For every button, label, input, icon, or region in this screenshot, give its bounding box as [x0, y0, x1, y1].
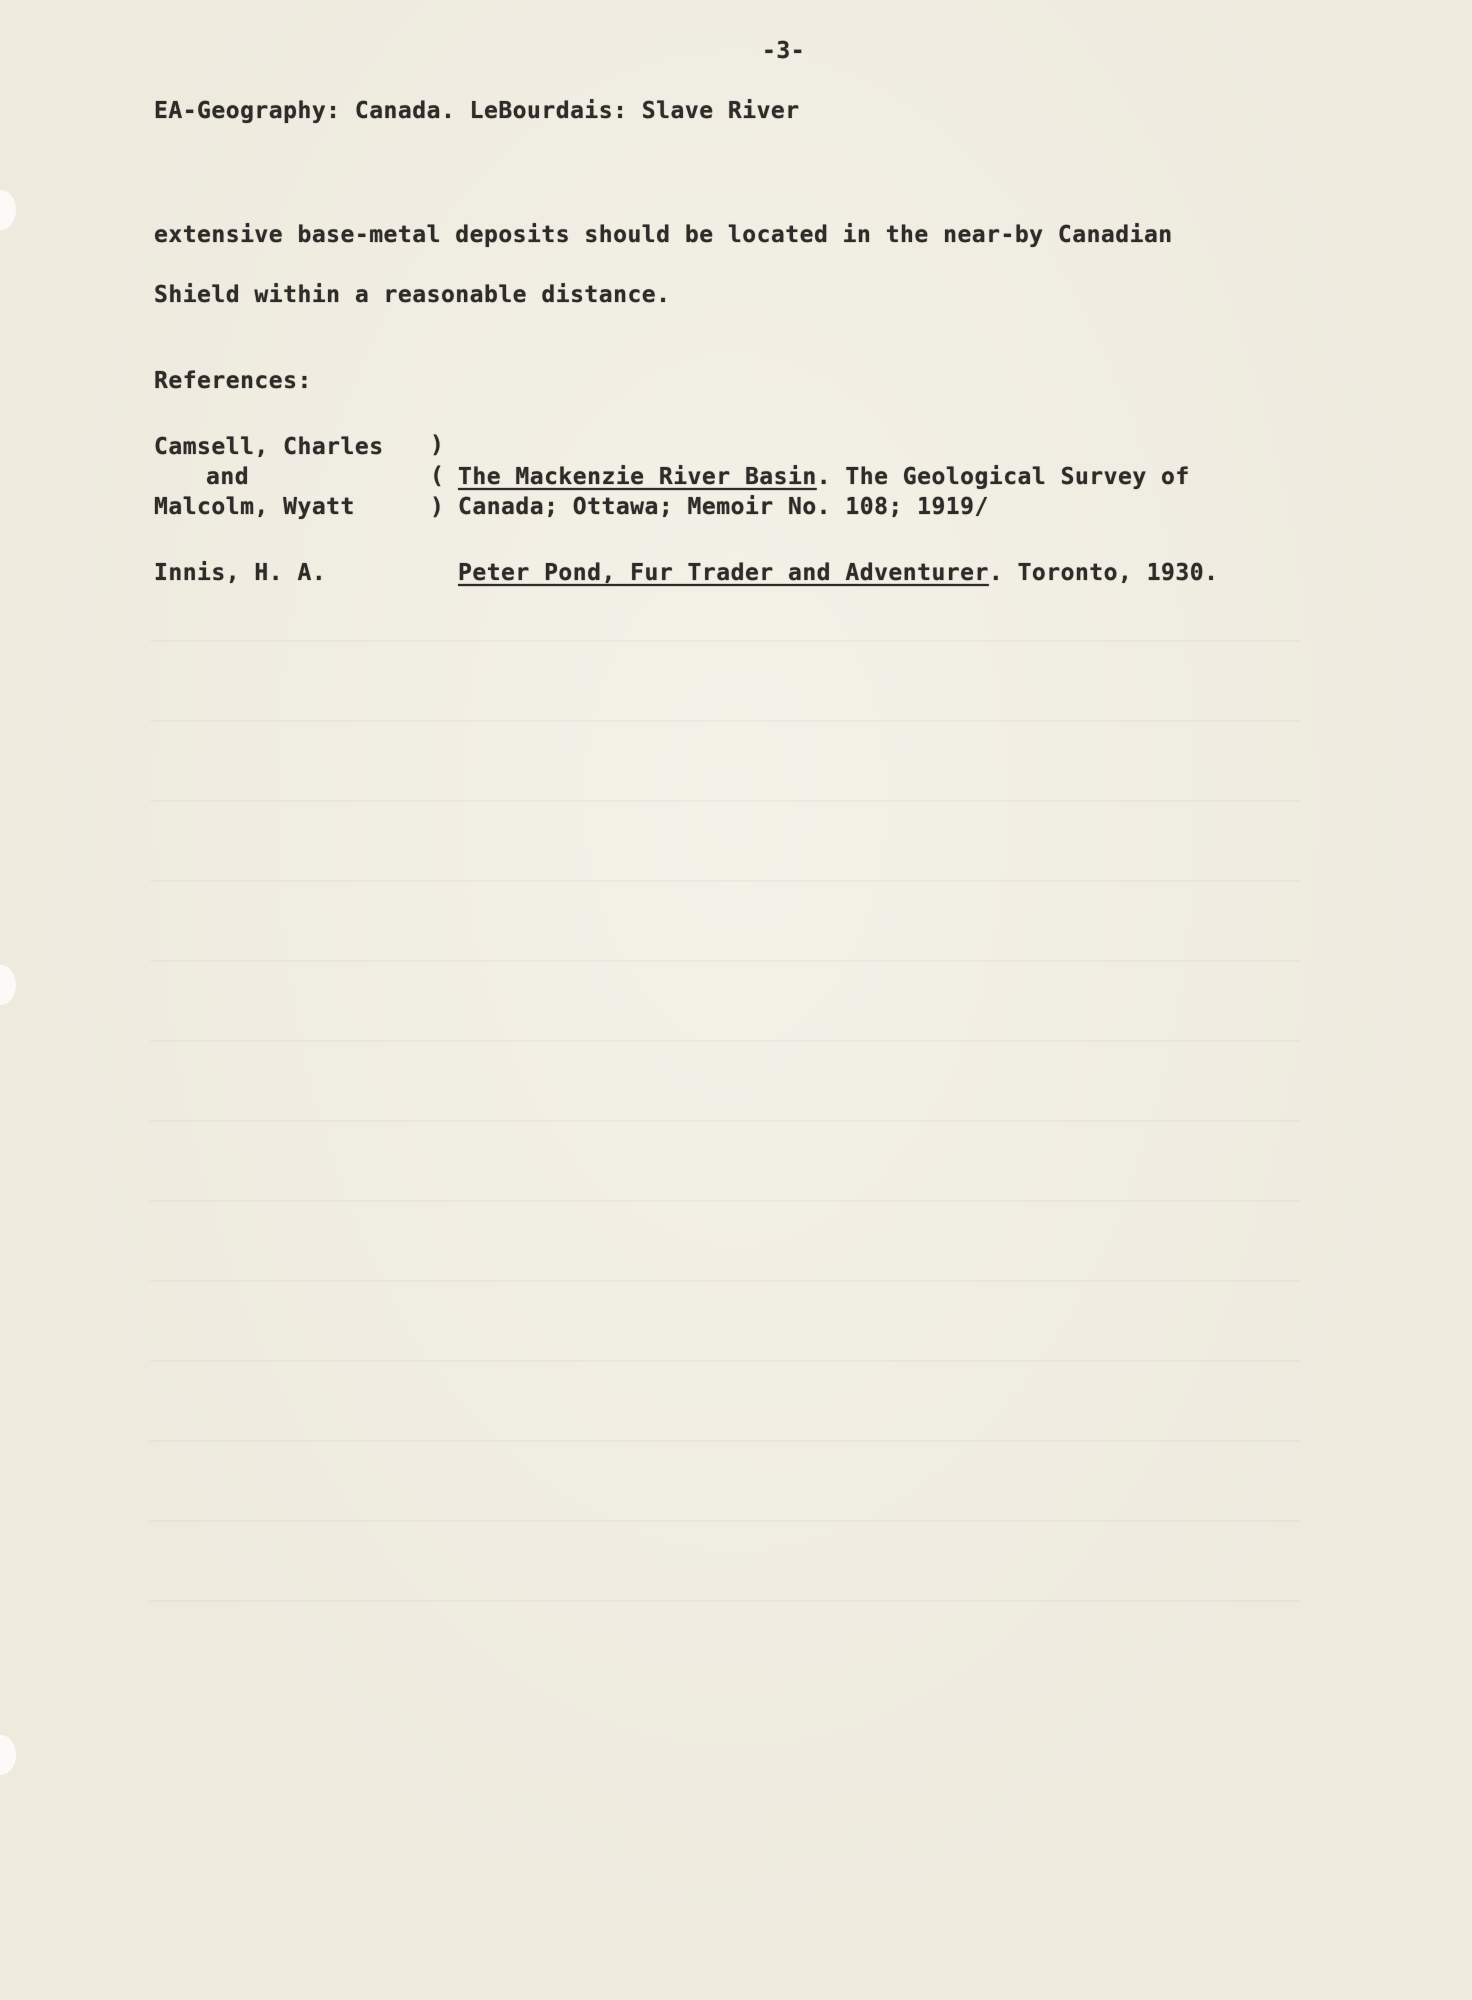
- body-line-1: extensive base-metal deposits should be located in the near-by Canadian: [154, 222, 1173, 248]
- ref2-author-1: Innis, H. A.: [154, 560, 327, 586]
- ref1-bracket-3: ): [430, 494, 445, 520]
- bleed-through: [150, 1200, 1300, 1202]
- bleed-through: [150, 1360, 1300, 1362]
- bleed-through: [150, 720, 1300, 722]
- bleed-through: [150, 1040, 1300, 1042]
- ref1-bracket-2: (: [430, 463, 445, 489]
- ref1-details-1: The Geological Survey of: [831, 464, 1190, 490]
- ref1-author-3: Malcolm, Wyatt: [154, 494, 355, 520]
- ref1-title: The Mackenzie River Basin: [458, 464, 817, 490]
- punch-hole: [0, 190, 16, 230]
- page-number: -3-: [762, 38, 806, 64]
- bleed-through: [150, 1280, 1300, 1282]
- ref2-title: Peter Pond, Fur Trader and Adventurer: [458, 560, 989, 586]
- ref1-line-1: [458, 464, 1190, 490]
- ref1-author-2: and: [206, 464, 250, 490]
- bleed-through: [150, 1520, 1300, 1522]
- ref2-title-punct: .: [988, 560, 1004, 586]
- bleed-through: [150, 1440, 1300, 1442]
- ref1-title-punct: .: [816, 464, 832, 490]
- bleed-through: [150, 640, 1300, 642]
- bleed-through: [150, 960, 1300, 962]
- ref2-details-1: Toronto, 1930.: [1003, 560, 1219, 586]
- references-heading: References:: [154, 368, 312, 394]
- ref2-line-1: [458, 560, 1218, 586]
- header-line: EA-Geography: Canada. LeBourdais: Slave River: [154, 98, 800, 124]
- ref1-details-2: Canada; Ottawa; Memoir No. 108; 1919/: [458, 494, 989, 520]
- punch-hole: [0, 1735, 16, 1775]
- punch-hole: [0, 965, 16, 1005]
- bleed-through: [150, 1120, 1300, 1122]
- bleed-through: [150, 880, 1300, 882]
- ref1-bracket-1: ): [430, 432, 445, 458]
- bleed-through: [150, 1600, 1300, 1602]
- ref1-author-1: Camsell, Charles: [154, 434, 384, 460]
- bleed-through: [150, 800, 1300, 802]
- body-line-2: Shield within a reasonable distance.: [154, 282, 671, 308]
